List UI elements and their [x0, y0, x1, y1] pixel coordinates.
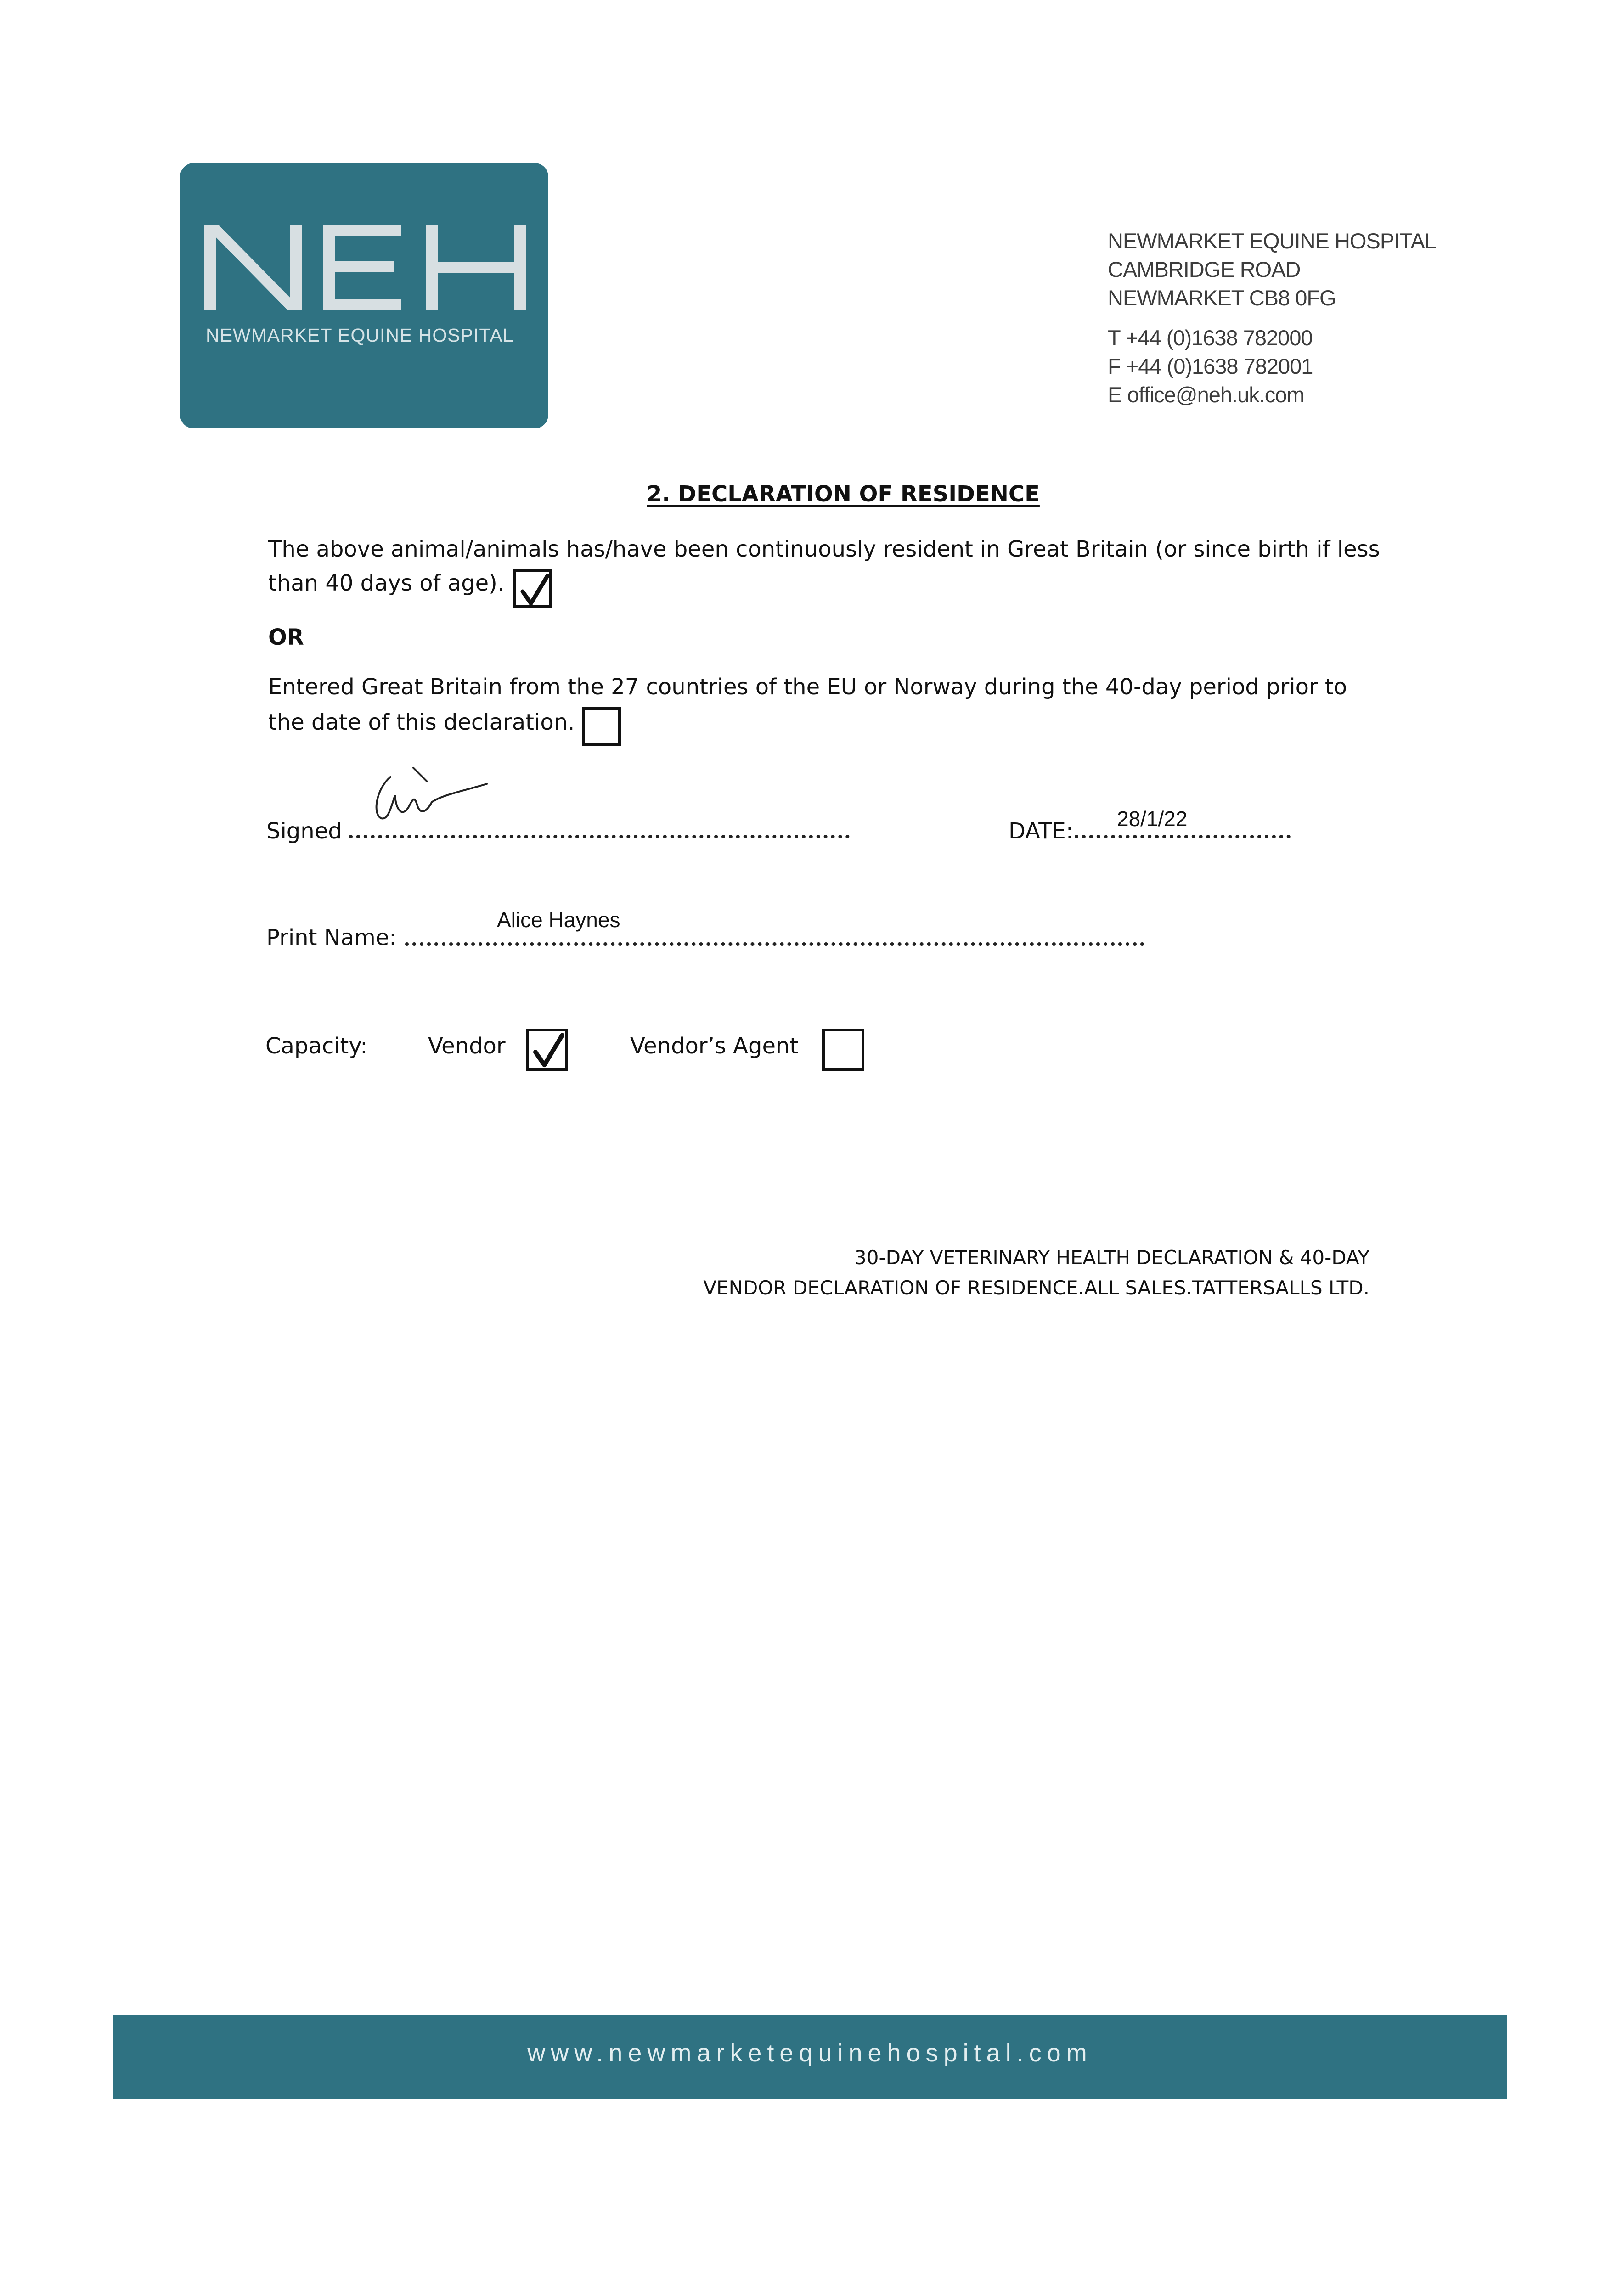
option1-text-line1: The above animal/animals has/have been continuously resident in Great Britain (or since birth if less	[268, 536, 1380, 562]
option2-checkbox[interactable]	[582, 707, 621, 746]
option1-text-line2: than 40 days of age).	[268, 570, 505, 596]
address-line-1: NEWMARKET EQUINE HOSPITAL	[1108, 229, 1436, 253]
signed-label: Signed	[266, 818, 342, 844]
checkmark-icon	[531, 1032, 566, 1070]
vendor-checkbox[interactable]	[526, 1029, 568, 1071]
hospital-logo	[180, 163, 548, 428]
print-name-value[interactable]: Alice Haynes	[497, 908, 620, 932]
date-label: DATE:	[1009, 818, 1074, 844]
option2-text-line2: the date of this declaration.	[268, 709, 575, 735]
logo-neh-letters	[200, 223, 531, 312]
form-reference-line1: 30-DAY VETERINARY HEALTH DECLARATION & 40-DAY	[854, 1246, 1369, 1269]
signature-line	[349, 835, 850, 838]
address-fax: F +44 (0)1638 782001	[1108, 354, 1313, 378]
or-label: OR	[268, 625, 304, 650]
print-name-label: Print Name:	[266, 925, 397, 951]
address-line-3: NEWMARKET CB8 0FG	[1108, 286, 1336, 310]
website-link[interactable]: www.newmarketequinehospital.com	[527, 2039, 1093, 2067]
hospital-address	[1108, 227, 1436, 409]
vendors-agent-checkbox[interactable]	[822, 1029, 864, 1071]
logo-subtitle: NEWMARKET EQUINE HOSPITAL	[206, 325, 514, 346]
checkmark-icon	[519, 573, 551, 608]
date-value[interactable]: 28/1/22	[1117, 807, 1188, 831]
address-email: E office@neh.uk.com	[1108, 383, 1304, 407]
capacity-label: Capacity:	[265, 1033, 368, 1059]
vendors-agent-label: Vendor’s Agent	[630, 1033, 799, 1059]
form-reference-line2: VENDOR DECLARATION OF RESIDENCE.ALL SALES.TATTERSALLS LTD.	[703, 1277, 1369, 1299]
option1-checkbox[interactable]	[513, 569, 552, 608]
section-title: 2. DECLARATION OF RESIDENCE	[647, 481, 1040, 507]
vendor-label: Vendor	[428, 1033, 506, 1059]
date-line	[1075, 835, 1291, 838]
website-footer-band	[113, 2015, 1507, 2099]
print-name-line	[405, 942, 1144, 946]
option2-text-line1: Entered Great Britain from the 27 countries of the EU or Norway during the 40-day period prior to	[268, 674, 1347, 700]
address-phone: T +44 (0)1638 782000	[1108, 326, 1313, 350]
address-line-2: CAMBRIDGE ROAD	[1108, 257, 1301, 281]
signature-mark	[363, 763, 501, 832]
